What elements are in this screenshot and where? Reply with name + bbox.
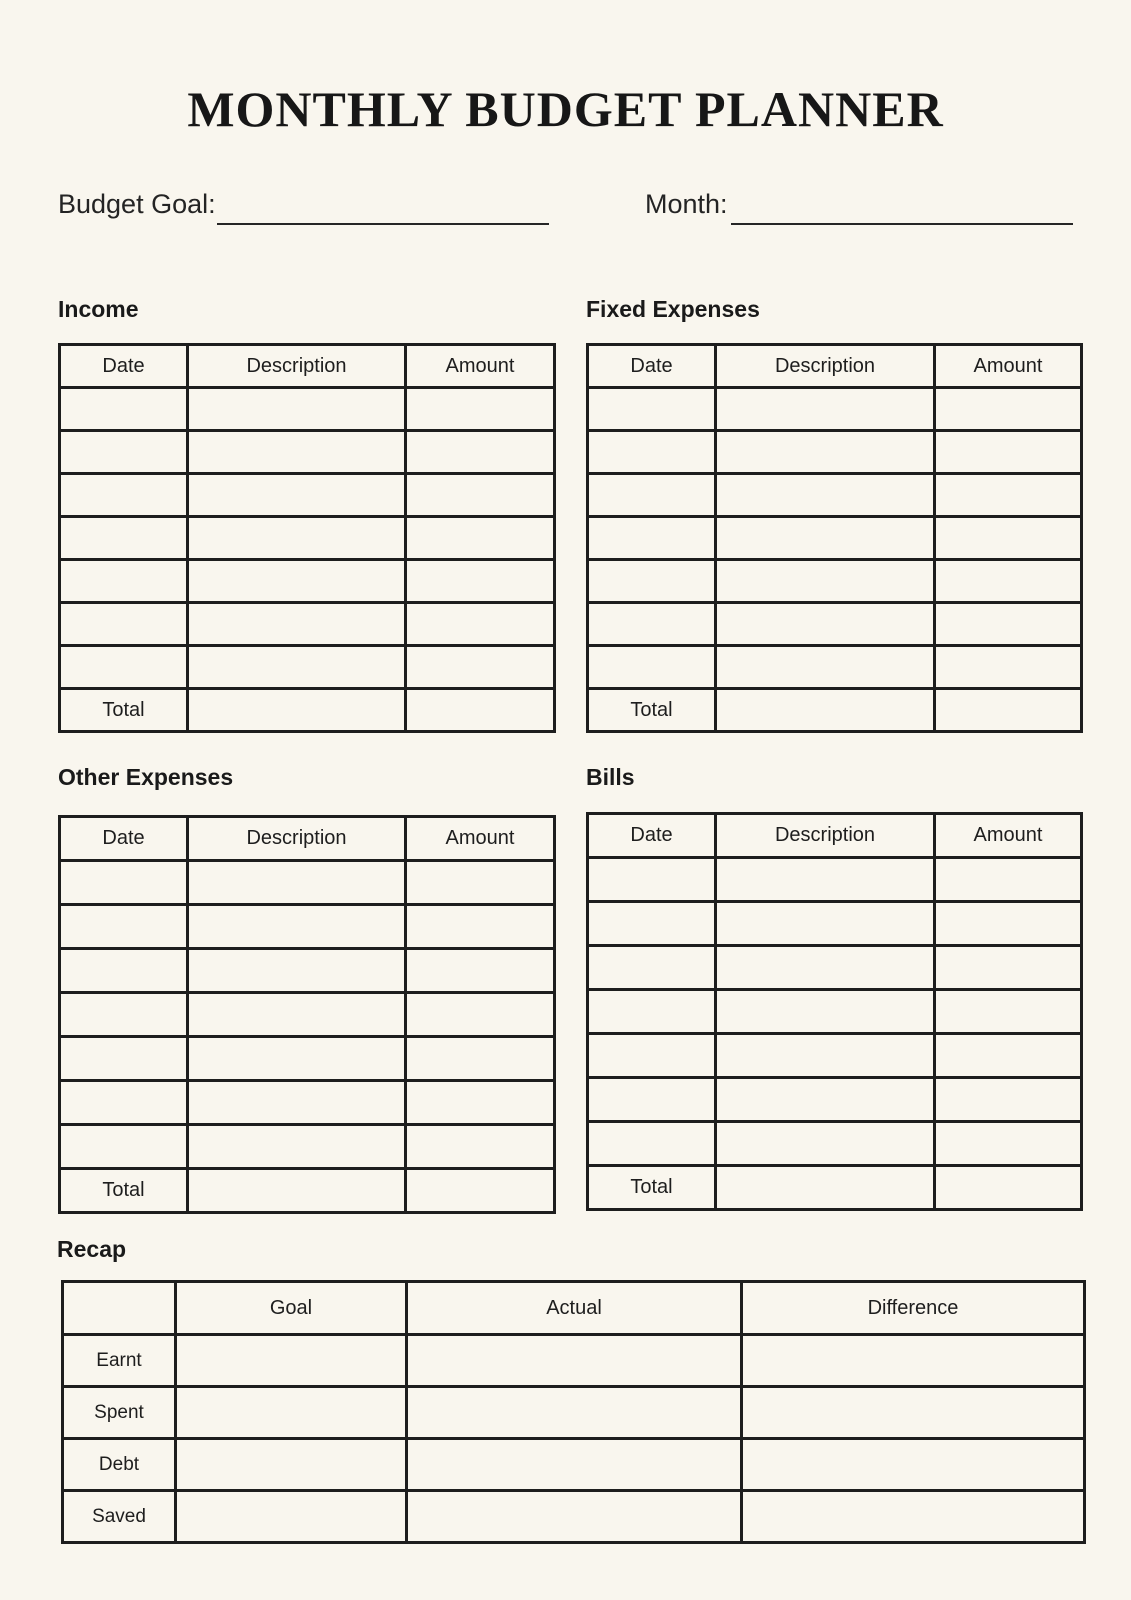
header-row: [588, 345, 1082, 388]
blank-cell[interactable]: [60, 1081, 188, 1125]
blank-cell[interactable]: [60, 1037, 188, 1081]
header-row: [60, 345, 555, 388]
table-row: [588, 646, 1082, 689]
blank-cell[interactable]: [935, 1166, 1082, 1210]
blank-cell[interactable]: [716, 560, 935, 603]
table-row: [60, 949, 555, 993]
blank-cell[interactable]: [406, 388, 555, 431]
total-row: [60, 1169, 555, 1213]
blank-cell[interactable]: [716, 431, 935, 474]
row-label-saved: Saved: [63, 1491, 176, 1543]
blank-cell[interactable]: [188, 1125, 406, 1169]
total-label-cell: Total: [588, 1166, 716, 1210]
table-row: [63, 1439, 1085, 1491]
blank-cell[interactable]: [935, 946, 1082, 990]
header-row: [63, 1282, 1085, 1335]
blank-cell[interactable]: [716, 474, 935, 517]
total-label-cell: Total: [588, 689, 716, 732]
table-row: [60, 388, 555, 431]
blank-cell[interactable]: [588, 431, 716, 474]
table-row: [588, 1034, 1082, 1078]
column-header-description: Description: [188, 345, 406, 388]
blank-cell[interactable]: [407, 1439, 742, 1491]
table-row: [588, 1078, 1082, 1122]
blank-cell[interactable]: [406, 949, 555, 993]
month-input-line[interactable]: [731, 223, 1073, 225]
blank-cell[interactable]: [406, 993, 555, 1037]
header-row: [60, 817, 555, 861]
table-row: [60, 646, 555, 689]
column-header-description: Description: [716, 814, 935, 858]
blank-cell[interactable]: [716, 1078, 935, 1122]
section-title-income: Income: [58, 296, 139, 322]
blank-cell[interactable]: [60, 646, 188, 689]
total-label-cell: Total: [60, 1169, 188, 1213]
blank-cell[interactable]: [406, 517, 555, 560]
table-row: [60, 603, 555, 646]
blank-cell[interactable]: [188, 646, 406, 689]
blank-cell[interactable]: [588, 560, 716, 603]
blank-cell[interactable]: [935, 560, 1082, 603]
row-label-earnt: Earnt: [63, 1335, 176, 1387]
budget-goal-input-line[interactable]: [217, 223, 549, 225]
blank-cell[interactable]: [716, 902, 935, 946]
column-header-goal: Goal: [176, 1282, 407, 1335]
blank-cell[interactable]: [716, 858, 935, 902]
total-row: [60, 689, 555, 732]
table-row: [588, 990, 1082, 1034]
blank-cell[interactable]: [716, 946, 935, 990]
blank-cell[interactable]: [406, 1037, 555, 1081]
blank-cell[interactable]: [406, 689, 555, 732]
blank-cell[interactable]: [176, 1387, 407, 1439]
blank-cell[interactable]: [188, 905, 406, 949]
blank-cell[interactable]: [935, 431, 1082, 474]
recap-corner-cell: [63, 1282, 176, 1335]
blank-cell[interactable]: [406, 905, 555, 949]
column-header-amount: Amount: [935, 345, 1082, 388]
header-row: [588, 814, 1082, 858]
blank-cell[interactable]: [716, 1034, 935, 1078]
blank-cell[interactable]: [188, 861, 406, 905]
blank-cell[interactable]: [406, 1125, 555, 1169]
blank-cell[interactable]: [742, 1335, 1085, 1387]
blank-cell[interactable]: [188, 388, 406, 431]
blank-cell[interactable]: [60, 474, 188, 517]
blank-cell[interactable]: [716, 646, 935, 689]
fixed-expenses-table: [586, 343, 1083, 733]
income-table: [58, 343, 556, 733]
table-row: [63, 1335, 1085, 1387]
blank-cell[interactable]: [188, 689, 406, 732]
blank-cell[interactable]: [935, 1078, 1082, 1122]
row-label-spent: Spent: [63, 1387, 176, 1439]
budget-goal-label: Budget Goal:: [58, 189, 216, 219]
blank-cell[interactable]: [188, 1169, 406, 1213]
table-row: [60, 474, 555, 517]
blank-cell[interactable]: [716, 603, 935, 646]
blank-cell[interactable]: [176, 1491, 407, 1543]
column-header-amount: Amount: [406, 345, 555, 388]
total-label-cell: Total: [60, 689, 188, 732]
blank-cell[interactable]: [176, 1439, 407, 1491]
month-label: Month:: [645, 189, 728, 219]
blank-cell[interactable]: [188, 431, 406, 474]
column-header-amount: Amount: [935, 814, 1082, 858]
blank-cell[interactable]: [588, 517, 716, 560]
blank-cell[interactable]: [406, 431, 555, 474]
blank-cell[interactable]: [742, 1387, 1085, 1439]
page-title: MONTHLY BUDGET PLANNER: [187, 81, 944, 137]
blank-cell[interactable]: [406, 560, 555, 603]
blank-cell[interactable]: [588, 1078, 716, 1122]
table-row: [588, 603, 1082, 646]
blank-cell[interactable]: [60, 388, 188, 431]
blank-cell[interactable]: [188, 993, 406, 1037]
column-header-description: Description: [188, 817, 406, 861]
section-title-fixed-expenses: Fixed Expenses: [586, 296, 760, 322]
blank-cell[interactable]: [60, 517, 188, 560]
blank-cell[interactable]: [935, 646, 1082, 689]
blank-cell[interactable]: [742, 1491, 1085, 1543]
blank-cell[interactable]: [935, 1122, 1082, 1166]
blank-cell[interactable]: [188, 1037, 406, 1081]
blank-cell[interactable]: [588, 646, 716, 689]
blank-cell[interactable]: [60, 861, 188, 905]
total-row: [588, 689, 1082, 732]
table-row: [588, 517, 1082, 560]
blank-cell[interactable]: [60, 993, 188, 1037]
column-header-difference: Difference: [742, 1282, 1085, 1335]
blank-cell[interactable]: [588, 1034, 716, 1078]
blank-cell[interactable]: [60, 431, 188, 474]
blank-cell[interactable]: [935, 388, 1082, 431]
blank-cell[interactable]: [188, 560, 406, 603]
table-row: [60, 1081, 555, 1125]
blank-cell[interactable]: [406, 603, 555, 646]
row-label-debt: Debt: [63, 1439, 176, 1491]
blank-cell[interactable]: [188, 949, 406, 993]
blank-cell[interactable]: [60, 949, 188, 993]
blank-cell[interactable]: [406, 1169, 555, 1213]
blank-cell[interactable]: [716, 990, 935, 1034]
column-header-date: Date: [60, 345, 188, 388]
column-header-date: Date: [60, 817, 188, 861]
table-row: [60, 861, 555, 905]
blank-cell[interactable]: [588, 1122, 716, 1166]
table-row: [60, 517, 555, 560]
table-row: [60, 993, 555, 1037]
blank-cell[interactable]: [935, 1034, 1082, 1078]
table-row: [588, 431, 1082, 474]
blank-cell[interactable]: [188, 603, 406, 646]
blank-cell[interactable]: [406, 1081, 555, 1125]
other-expenses-table: [58, 815, 556, 1214]
blank-cell[interactable]: [188, 474, 406, 517]
table-row: [60, 431, 555, 474]
table-row: [60, 1125, 555, 1169]
blank-cell[interactable]: [588, 902, 716, 946]
blank-cell[interactable]: [588, 858, 716, 902]
blank-cell[interactable]: [716, 689, 935, 732]
table-row: [588, 388, 1082, 431]
table-row: [588, 858, 1082, 902]
blank-cell[interactable]: [176, 1335, 407, 1387]
table-row: [60, 1037, 555, 1081]
bills-table: [586, 812, 1083, 1211]
table-row: [588, 560, 1082, 603]
section-title-bills: Bills: [586, 764, 635, 790]
table-row: [588, 1122, 1082, 1166]
column-header-date: Date: [588, 345, 716, 388]
column-header-description: Description: [716, 345, 935, 388]
section-title-other-expenses: Other Expenses: [58, 764, 234, 790]
blank-cell[interactable]: [588, 990, 716, 1034]
blank-cell[interactable]: [716, 388, 935, 431]
column-header-amount: Amount: [406, 817, 555, 861]
table-row: [588, 902, 1082, 946]
blank-cell[interactable]: [60, 603, 188, 646]
blank-cell[interactable]: [935, 689, 1082, 732]
blank-cell[interactable]: [716, 1122, 935, 1166]
blank-cell[interactable]: [588, 946, 716, 990]
blank-cell[interactable]: [188, 517, 406, 560]
blank-cell[interactable]: [935, 603, 1082, 646]
blank-cell[interactable]: [935, 990, 1082, 1034]
blank-cell[interactable]: [935, 902, 1082, 946]
table-row: [63, 1491, 1085, 1543]
blank-cell[interactable]: [406, 861, 555, 905]
blank-cell[interactable]: [406, 646, 555, 689]
section-title-recap: Recap: [57, 1236, 127, 1262]
blank-cell[interactable]: [716, 517, 935, 560]
blank-cell[interactable]: [406, 474, 555, 517]
blank-cell[interactable]: [935, 517, 1082, 560]
blank-cell[interactable]: [588, 388, 716, 431]
blank-cell[interactable]: [588, 603, 716, 646]
blank-cell[interactable]: [188, 1081, 406, 1125]
blank-cell[interactable]: [935, 858, 1082, 902]
blank-cell[interactable]: [60, 905, 188, 949]
blank-cell[interactable]: [407, 1491, 742, 1543]
table-row: [588, 946, 1082, 990]
table-row: [63, 1387, 1085, 1439]
table-row: [588, 474, 1082, 517]
blank-cell[interactable]: [716, 1166, 935, 1210]
blank-cell[interactable]: [60, 560, 188, 603]
blank-cell[interactable]: [935, 474, 1082, 517]
blank-cell[interactable]: [60, 1125, 188, 1169]
blank-cell[interactable]: [407, 1335, 742, 1387]
blank-cell[interactable]: [588, 474, 716, 517]
blank-cell[interactable]: [742, 1439, 1085, 1491]
column-header-date: Date: [588, 814, 716, 858]
table-row: [60, 905, 555, 949]
table-row: [60, 560, 555, 603]
column-header-actual: Actual: [407, 1282, 742, 1335]
total-row: [588, 1166, 1082, 1210]
blank-cell[interactable]: [407, 1387, 742, 1439]
recap-table: [61, 1280, 1086, 1544]
